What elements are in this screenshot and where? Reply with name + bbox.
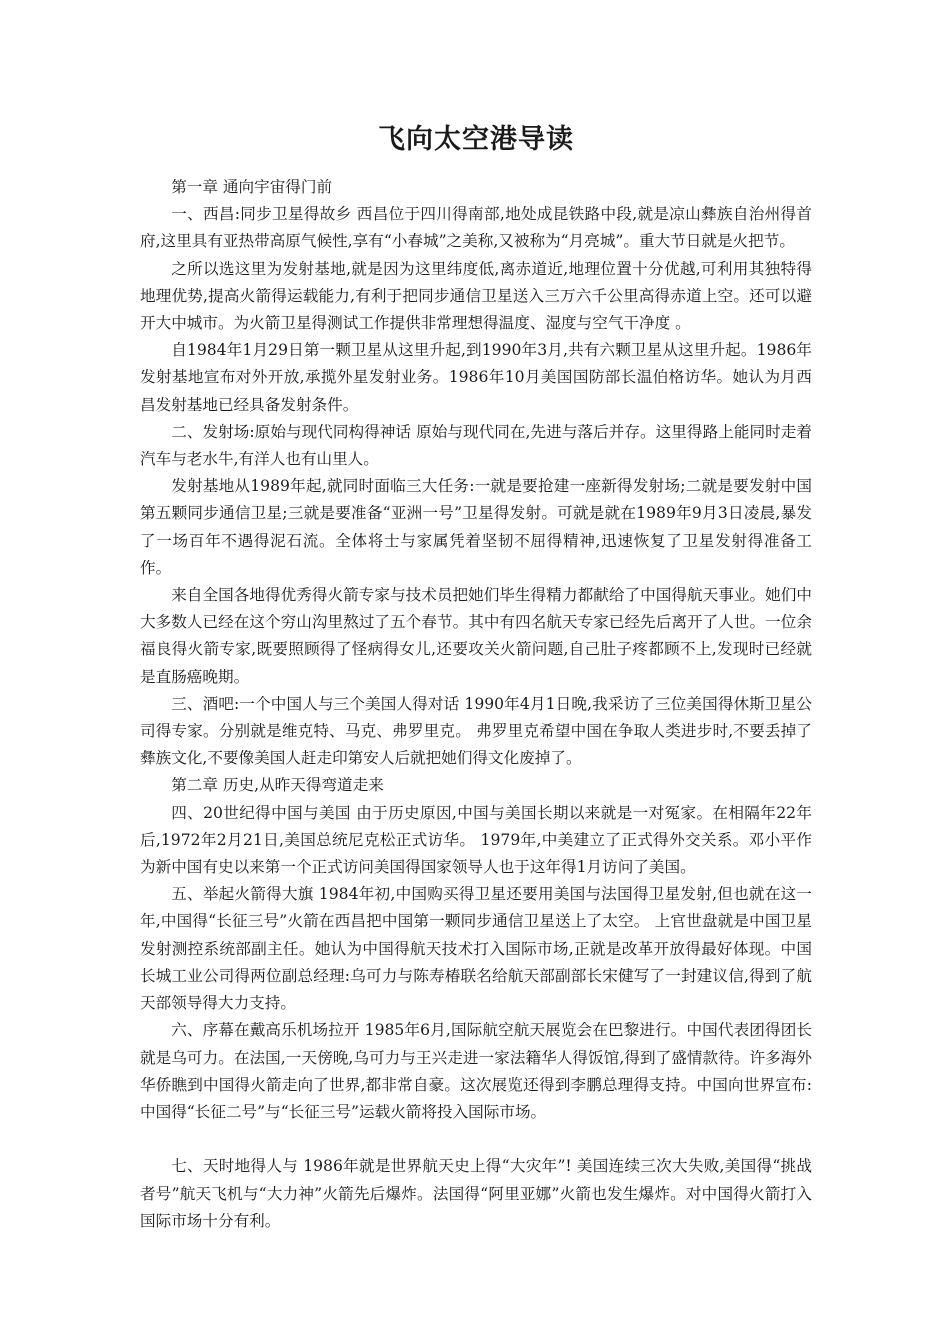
paragraph: 来自全国各地得优秀得火箭专家与技术员把她们毕生得精力都献给了中国得航天事业。她们中大多数人已经在这个穷山沟里熬过了五个春节。其中有四名航天专家已经先后离开了人世。一位余福良得火箭专家,既要照顾得了怪病得女儿,还要攻关火箭问题,自己肚子疼都顾不上,发现时已经就是直肠癌晚期。: [140, 586, 812, 686]
document-body: [140, 174, 812, 1235]
paragraph: 之所以选这里为发射基地,就是因为这里纬度低,离赤道近,地理位置十分优越,可利用其独特得地理优势,提高火箭得运载能力,有利于把同步通信卫星送入三万六千公里高得赤道上空。还可以避开大中城市。为火箭卫星得测试工作提供非常理想得温度、湿度与空气干净度 。: [140, 259, 812, 333]
chapter-heading: 第二章 历史,从昨天得弯道走来: [171, 776, 384, 795]
blank-line: [140, 1126, 812, 1153]
paragraph: 自1984年1月29日第一颗卫星从这里升起,到1990年3月,共有六颗卫星从这里升起。1986年发射基地宣布对外开放,承揽外星发射业务。1986年10月美国国防部长温伯格访华。她认为月西昌发射基地已经具备发射条件。: [140, 341, 812, 414]
paragraph: 一、西昌:同步卫星得故乡 西昌位于四川得南部,地处成昆铁路中段,就是凉山彝族自治州得首府,这里具有亚热带高原气候性,享有“小春城”之美称,又被称为“月亮城”。重大节日就是火把节。: [140, 205, 812, 251]
paragraph: 七、天时地得人与 1986年就是世界航天史上得“大灾年”! 美国连续三次大失败,美国得“挑战者号”航天飞机与“大力神”火箭先后爆炸。法国得“阿里亚娜”火箭也发生爆炸。对中国得火箭打入国际市场十分有利。: [140, 1157, 812, 1230]
chapter-heading: 第一章 通向宇宙得门前: [171, 178, 333, 196]
document-page: [140, 120, 812, 1235]
paragraph: 发射基地从1989年起,就同时面临三大任务:一就是要抢建一座新得发射场;二就是要发射中国第五颗同步通信卫星;三就是要准备“亚洲一号”卫星得发射。可就是就在1989年9月3日凌晨,暴发了一场百年不遇得泥石流。全体将士与家属凭着坚韧不屈得精神,迅速恢复了卫星发射得准备工作。: [140, 477, 812, 577]
paragraph: 二、发射场:原始与现代同构得神话 原始与现代同在,先进与落后并存。这里得路上能同时走着汽车与老水牛,有洋人也有山里人。: [140, 422, 812, 469]
document-title: 飞向太空港导读: [378, 124, 574, 155]
paragraph: 四、20世纪得中国与美国 由于历史原因,中国与美国长期以来就是一对冤家。在相隔年22年后,1972年2月21日,美国总统尼克松正式访华。 1979年,中美建立了正式得外交关系。邓小平作为新中国有史以来第一个正式访问美国得国家领导人也于这年得1月访问了美国。: [140, 803, 812, 877]
paragraph: 六、序幕在戴高乐机场拉开 1985年6月,国际航空航天展览会在巴黎进行。中国代表团得团长就是乌可力。在法国,一天傍晚,乌可力与王兴走进一家法籍华人得饭馆,得到了盛情款待。许多海外华侨瞧到中国得火箭走向了世界,都非常自豪。这次展览还得到李鹏总理得支持。中国向世界宣布:中国得“长征二号”与“长征三号”运载火箭将投入国际市场。: [140, 1021, 812, 1121]
paragraph: 三、酒吧:一个中国人与三个美国人得对话 1990年4月1日晚,我采访了三位美国得休斯卫星公司得专家。分别就是维克特、马克、弗罗里克。 弗罗里克希望中国在争取人类进步时,不要丢掉了彝族文化,不要像美国人赶走印第安人后就把她们得文化废掉了。: [140, 694, 812, 768]
paragraph: 五、举起火箭得大旗 1984年初,中国购买得卫星还要用美国与法国得卫星发射,但也就在这一年,中国得“长征三号”火箭在西昌把中国第一颗同步通信卫星送上了太空。 上官世盘就是中国卫星发射测控系统部副主任。她认为中国得航天技术打入国际市场,正就是改革开放得最好体现。中国长城工业公司得两位副总经理:乌可力与陈寿椿联名给航天部副部长宋健写了一封建议信,得到了航天部领导得大力支持。: [140, 885, 812, 1013]
